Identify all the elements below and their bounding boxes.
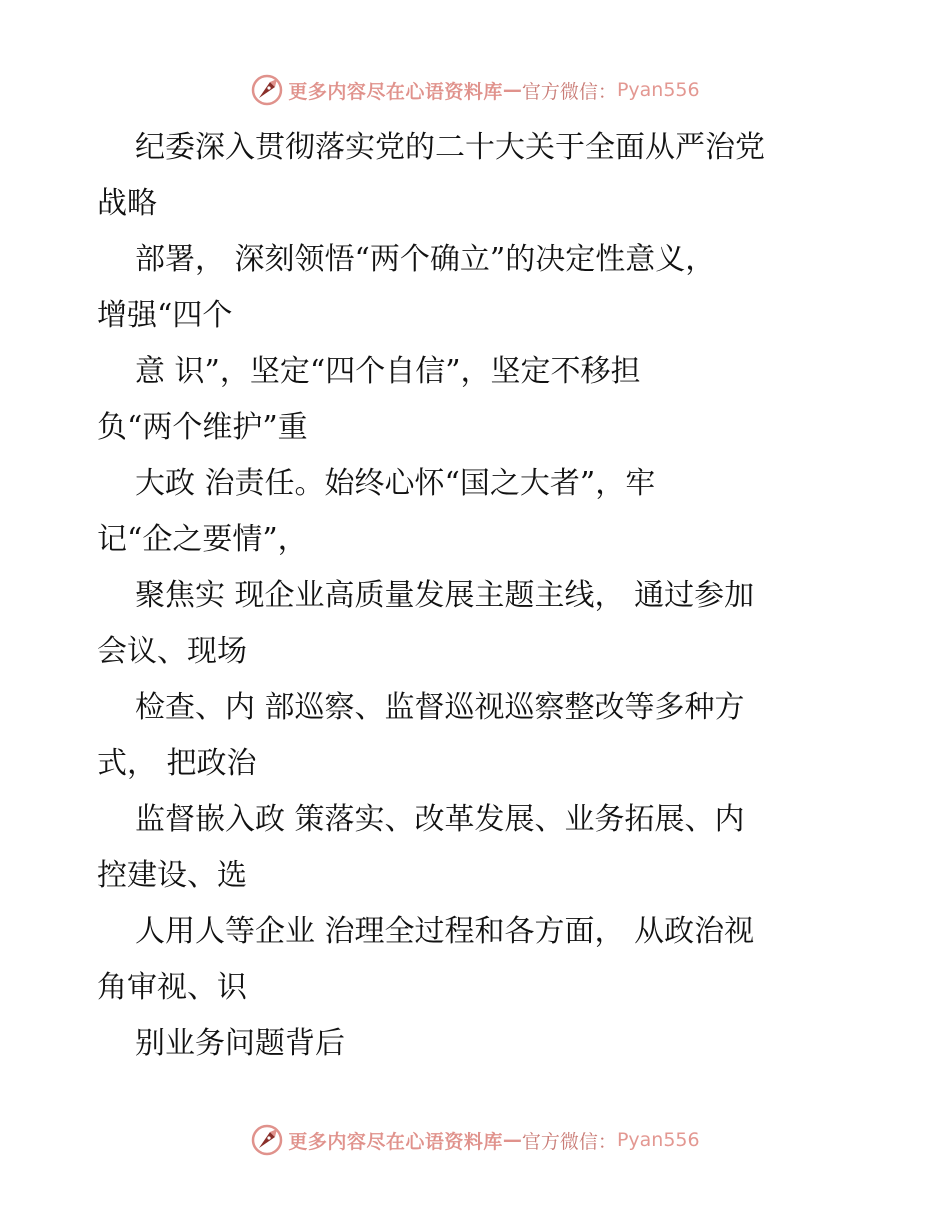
body-line: 会议、现场 (97, 634, 247, 669)
body-line: 纪委深入贯彻落实党的二十大关于全面从严治党 (135, 130, 765, 165)
banner-wechat-label: 官方微信： (521, 1130, 617, 1153)
body-line: 意 识”，坚定“四个自信”，坚定不移担 (135, 354, 641, 389)
banner-separator: — (502, 79, 522, 101)
body-line: 控建设、选 (97, 858, 247, 893)
banner-wechat-id: Pyan556 (616, 1129, 700, 1151)
document-body (97, 120, 857, 1072)
banner-separator: — (502, 1129, 522, 1151)
banner-title: 更多内容尽在心语资料库 (288, 1130, 503, 1153)
body-line: 别业务问题背后 (135, 1026, 345, 1061)
banner-wechat-id: Pyan556 (616, 79, 700, 101)
body-line: 记“企之要情”， (97, 522, 308, 557)
pen-nib-logo-icon (250, 73, 284, 107)
body-line: 角审视、识 (97, 970, 247, 1005)
banner-title: 更多内容尽在心语资料库 (288, 80, 503, 103)
body-line: 式， 把政治 (97, 746, 257, 781)
body-line: 监督嵌入政 策落实、改革发展、业务拓展、内 (135, 802, 745, 837)
body-line: 检查、内 部巡察、监督巡视巡察整改等多种方 (135, 690, 745, 725)
pen-nib-logo-icon (250, 1123, 284, 1157)
body-line: 负“两个维护”重 (97, 410, 308, 445)
body-line: 人用人等企业 治理全过程和各方面， 从政治视 (135, 914, 755, 949)
body-line: 增强“四个 (97, 298, 233, 333)
header-banner (0, 70, 950, 110)
body-line: 部署， 深刻领悟“两个确立”的决定性意义， (135, 242, 716, 277)
body-line: 聚焦实 现企业高质量发展主题主线， 通过参加 (135, 578, 755, 613)
body-line: 战略 (97, 186, 157, 221)
footer-banner (0, 1120, 950, 1160)
banner-wechat-label: 官方微信： (521, 80, 617, 103)
body-line: 大政 治责任。始终心怀“国之大者”，牢 (135, 466, 656, 501)
